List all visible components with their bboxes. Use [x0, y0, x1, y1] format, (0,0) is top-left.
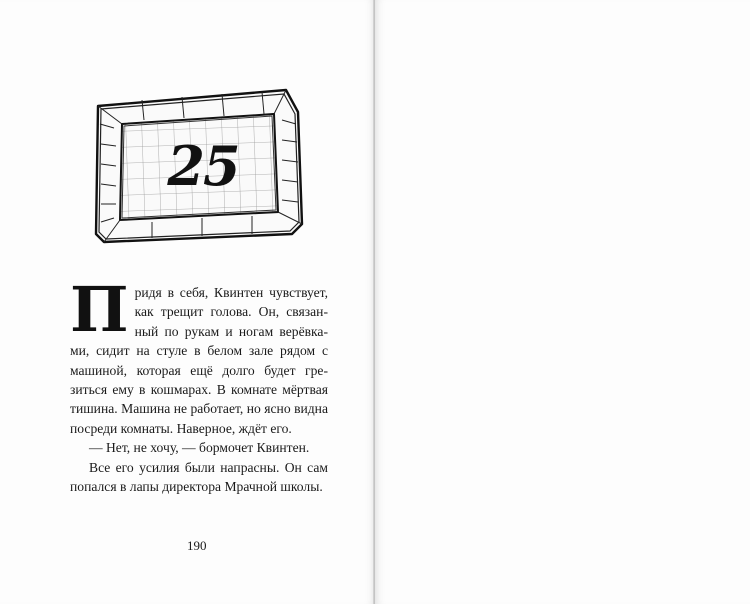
chapter-number: 25: [167, 134, 239, 198]
paragraph: — Нет, не хочу, — бормочет Квинтен.: [89, 440, 310, 456]
right-page: [375, 0, 750, 604]
page-number: 190: [187, 538, 207, 553]
chapter-frame: [92, 84, 304, 246]
left-page-text: [70, 273, 328, 496]
paragraph: Все его усилия были напрасны. Он сам попался в лапы директора Мрачной школы.: [70, 459, 328, 495]
paragraph: [70, 273, 328, 438]
drop-cap: П: [70, 273, 129, 346]
paragraph-text: ридя в себя, Квинтен чувствует, как трещит голова. Он, связанный по рукам и ногам верёвками, сидит на стуле в белом зале рядом с машиной, которая ещё долго будет грезиться ему в кошмарах. В комнате мёртвая тишина. Машина не работает, но ясно видна посреди комнаты. Наверное, ждёт его.: [70, 285, 328, 436]
